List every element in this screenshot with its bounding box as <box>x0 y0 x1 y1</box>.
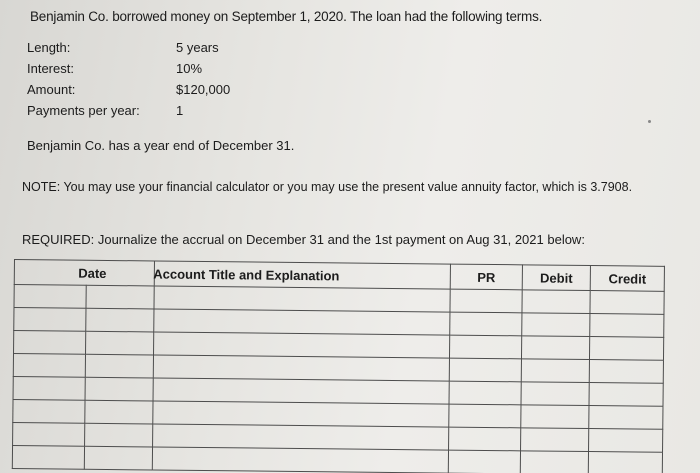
date-month-cell[interactable] <box>14 331 86 355</box>
pr-cell[interactable] <box>449 358 521 382</box>
paper-speck <box>648 120 651 123</box>
debit-cell[interactable] <box>521 336 589 360</box>
debit-cell[interactable] <box>522 313 590 337</box>
loan-terms <box>27 40 287 124</box>
date-day-cell[interactable] <box>85 400 153 424</box>
date-column-header <box>14 260 154 286</box>
date-month-cell[interactable] <box>14 308 86 332</box>
pr-cell[interactable] <box>450 289 522 313</box>
pr-cell[interactable] <box>449 427 521 451</box>
credit-cell[interactable] <box>589 337 663 361</box>
date-month-cell[interactable] <box>13 399 85 423</box>
debit-cell[interactable] <box>521 405 589 429</box>
term-label: Amount: <box>27 82 76 97</box>
term-row-length <box>27 40 287 61</box>
date-month-cell[interactable] <box>13 422 85 446</box>
account-cell[interactable] <box>154 286 450 312</box>
debit-cell[interactable] <box>521 359 589 383</box>
term-label: Interest: <box>27 61 74 76</box>
credit-column-header: Credit <box>590 266 664 292</box>
date-month-cell[interactable] <box>12 445 84 469</box>
account-cell[interactable] <box>153 424 449 450</box>
term-label: Payments per year: <box>27 103 140 118</box>
account-cell[interactable] <box>153 401 449 427</box>
debit-cell[interactable] <box>521 428 589 452</box>
credit-cell[interactable] <box>589 429 663 453</box>
note-text: NOTE: You may use your financial calculator or you may use the present value annuity factor, which is 3.7908. <box>22 180 633 194</box>
date-day-cell[interactable] <box>86 308 154 332</box>
debit-column-header: Debit <box>522 265 590 291</box>
term-row-amount <box>27 82 287 103</box>
date-month-cell[interactable] <box>13 354 85 378</box>
credit-cell[interactable] <box>590 291 664 315</box>
pr-cell[interactable] <box>450 312 522 336</box>
date-day-cell[interactable] <box>86 331 154 355</box>
problem-heading: Benjamin Co. borrowed money on September 1, 2020. The loan had the following terms. <box>30 9 543 24</box>
pr-cell[interactable] <box>449 335 521 359</box>
debit-cell[interactable] <box>522 290 590 314</box>
date-day-cell[interactable] <box>85 354 153 378</box>
date-day-cell[interactable] <box>85 423 153 447</box>
credit-cell[interactable] <box>589 360 663 384</box>
term-row-payments <box>27 103 287 124</box>
term-row-interest <box>27 61 287 82</box>
pr-column-header: PR <box>450 264 522 290</box>
account-cell[interactable] <box>152 447 448 473</box>
account-header-label: Account Title and Explanation <box>153 265 340 283</box>
date-header-label: Date <box>78 265 107 281</box>
journal-body <box>12 285 664 473</box>
required-instruction: REQUIRED: Journalize the accrual on December 31 and the 1st payment on Aug 31, 2021 below: <box>22 232 585 247</box>
account-cell[interactable] <box>153 378 449 404</box>
credit-cell[interactable] <box>590 314 664 338</box>
term-value: 10% <box>176 61 203 76</box>
pr-cell[interactable] <box>449 381 521 405</box>
credit-cell[interactable] <box>589 383 663 407</box>
year-end-statement: Benjamin Co. has a year end of December 31. <box>27 138 295 153</box>
date-month-cell[interactable] <box>14 285 86 309</box>
pr-cell[interactable] <box>448 450 520 473</box>
term-value: 1 <box>176 103 184 118</box>
term-value: $120,000 <box>176 82 231 97</box>
account-cell[interactable] <box>154 309 450 335</box>
debit-cell[interactable] <box>520 451 588 473</box>
account-cell[interactable] <box>153 355 449 381</box>
debit-cell[interactable] <box>521 382 589 406</box>
date-month-cell[interactable] <box>13 376 85 400</box>
account-column-header <box>154 261 450 289</box>
credit-cell[interactable] <box>589 406 663 430</box>
credit-cell[interactable] <box>588 452 662 473</box>
term-label: Length: <box>27 40 71 55</box>
date-day-cell[interactable] <box>86 285 154 309</box>
journal-table <box>12 259 665 473</box>
date-day-cell[interactable] <box>85 377 153 401</box>
pr-cell[interactable] <box>449 404 521 428</box>
date-day-cell[interactable] <box>84 446 152 470</box>
term-value: 5 years <box>176 40 219 55</box>
account-cell[interactable] <box>154 332 450 358</box>
